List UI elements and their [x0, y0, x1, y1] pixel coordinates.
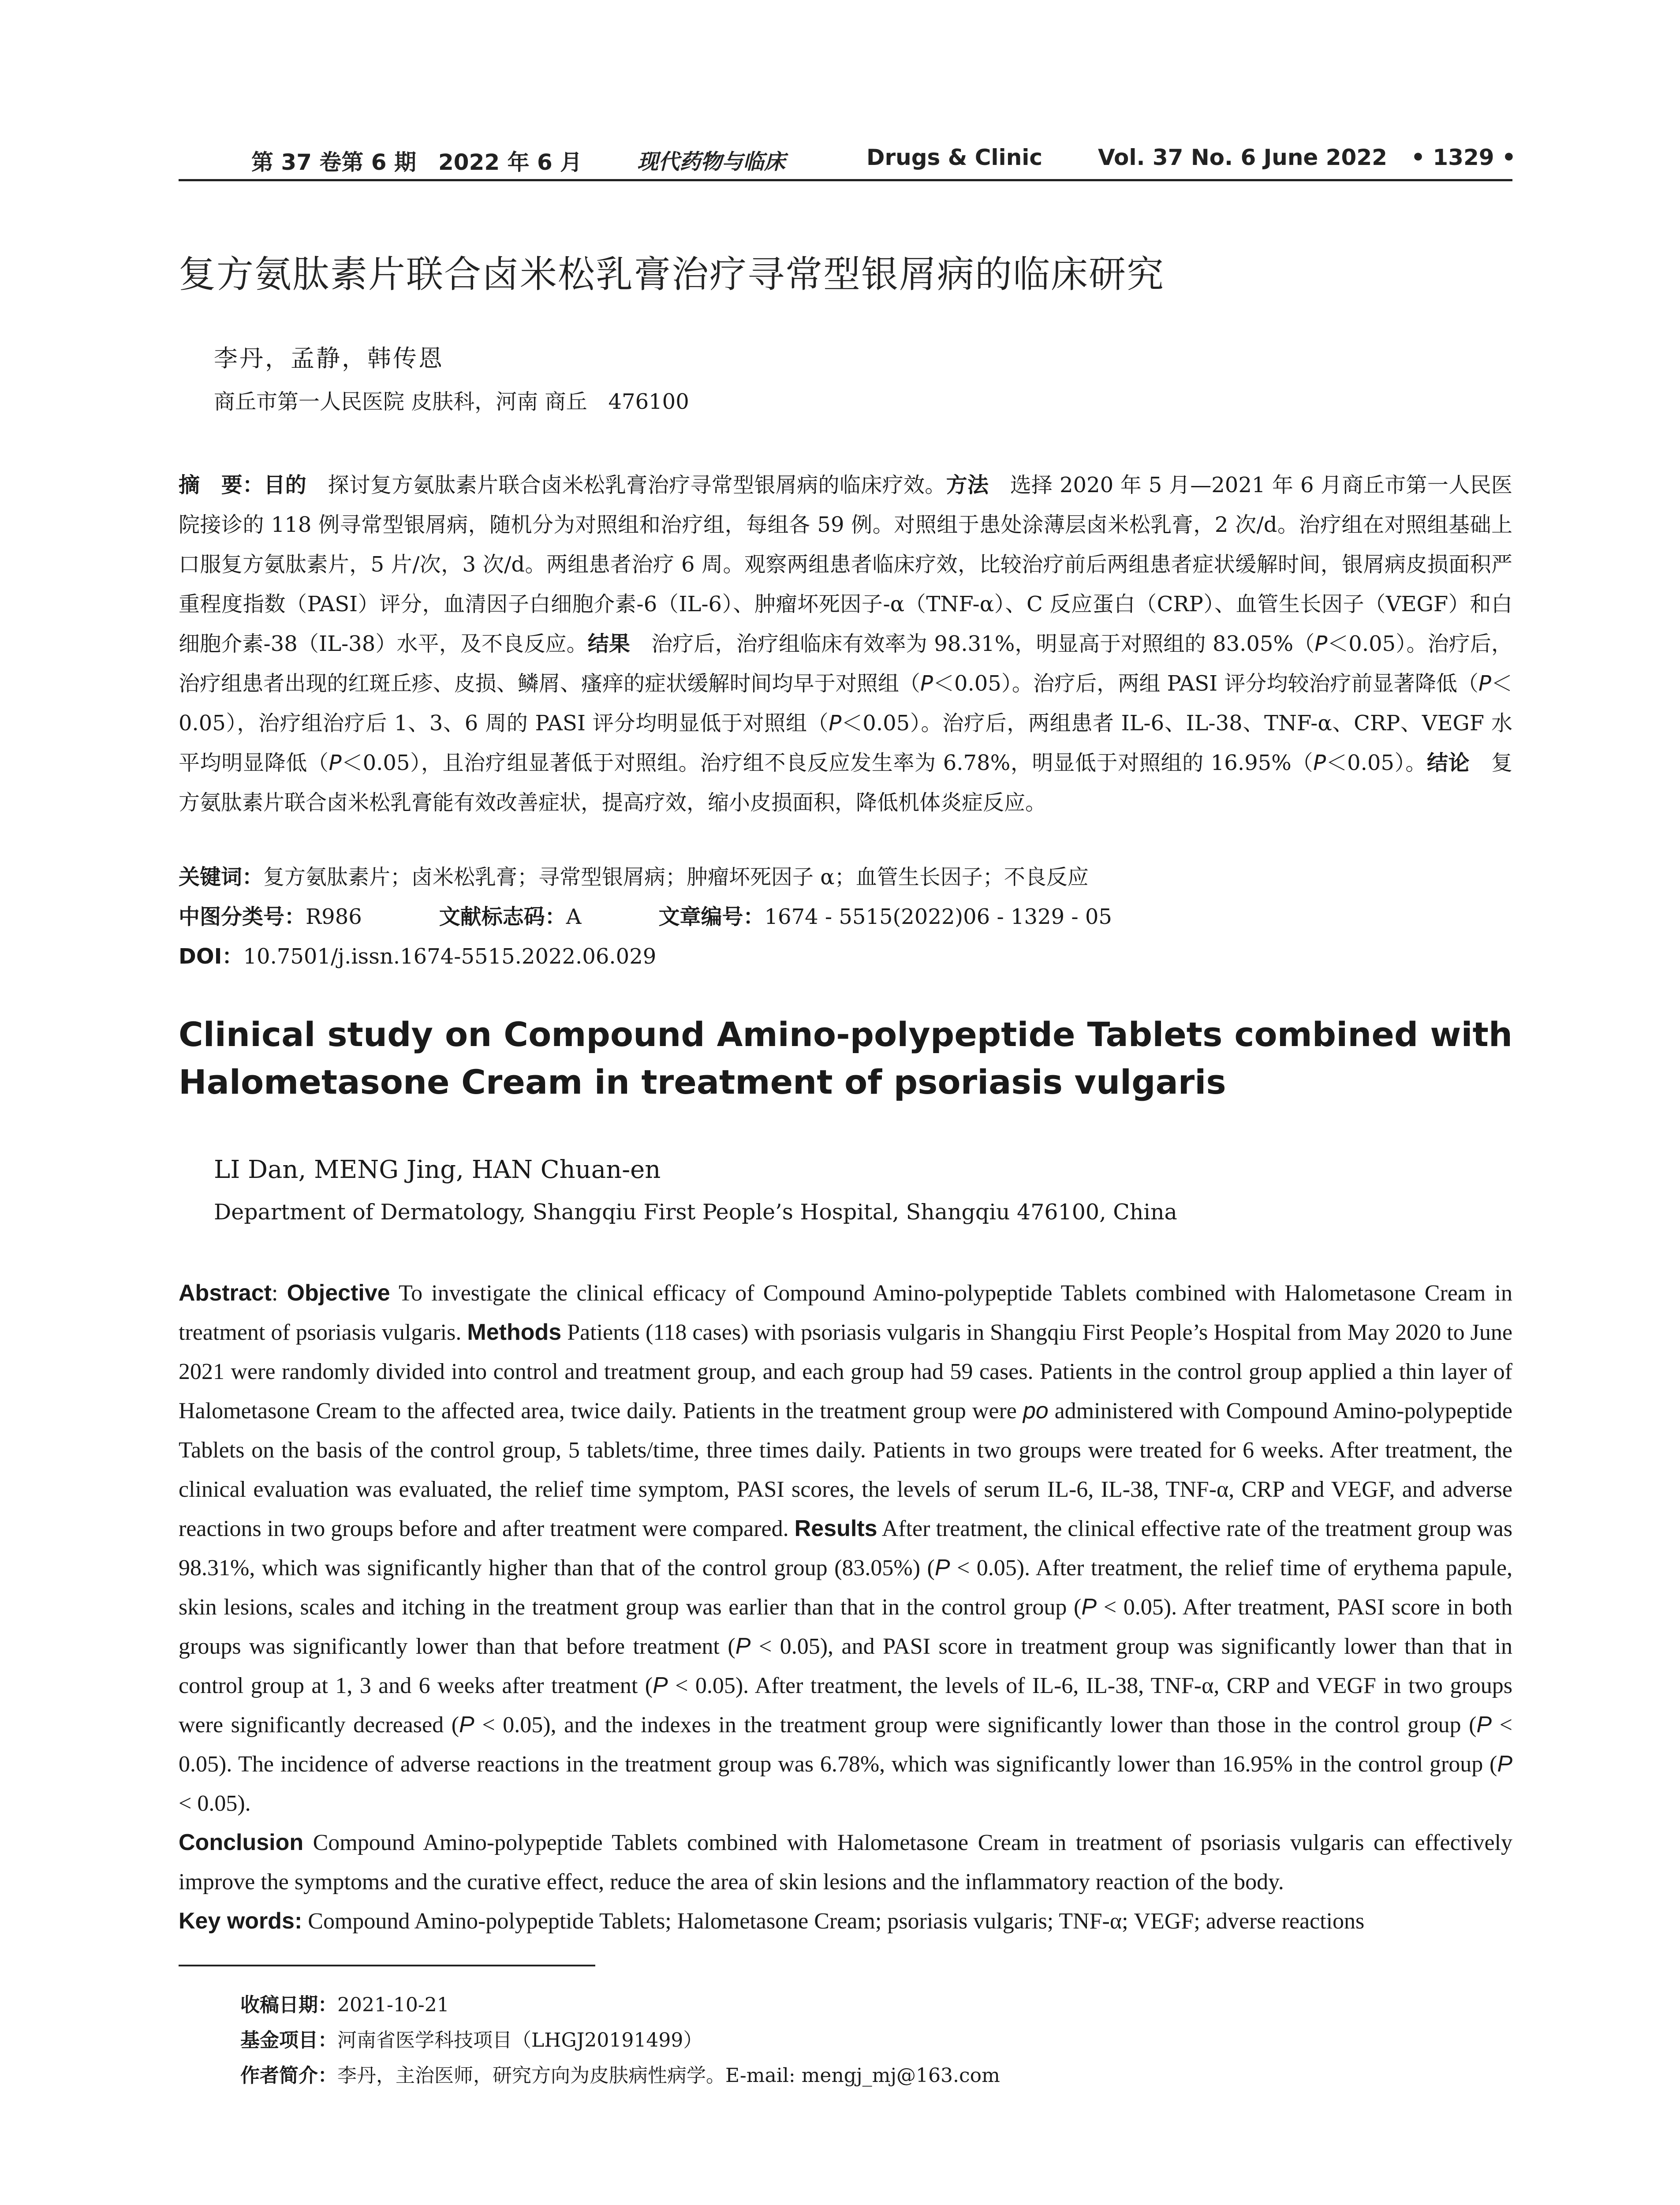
author-bio-value: 李丹，主治医师，研究方向为皮肤病性病学。E-mail: mengj_mj@163.com — [337, 2064, 1000, 2087]
p-value-symbol: P — [1313, 751, 1326, 775]
p-value-symbol: P — [920, 671, 933, 696]
results-text-en: < 0.05). After treatment, PASI score in both groups was significantly lower than that before treatment ( — [179, 1595, 1513, 1659]
p-value-symbol: P — [829, 711, 842, 736]
methods-text-en: Patients (118 cases) with psoriasis vulgaris in Shangqiu First People’s Hospital from May 2020 to June 2021 were randomly divided into control and treatment group, and each group had 59 cases. Patients in the control group applied a thin layer of Halometasone Cream to the affected area, twice daily. Patients in the treatment group were — [179, 1320, 1512, 1424]
volume-info-en: Vol. 37 No. 6 June 2022 — [1098, 145, 1387, 170]
keywords-text-en: Compound Amino-polypeptide Tablets; Halometasone Cream; psoriasis vulgaris; TNF-α; VEGF; adverse reactions — [302, 1909, 1365, 1934]
results-text-cn: ＜0.05）。 — [1326, 751, 1427, 775]
po-abbrev: po — [1023, 1398, 1049, 1424]
p-value-symbol: P — [1314, 632, 1328, 656]
results-label-en: Results — [794, 1516, 877, 1541]
results-text-en: < 0.05). — [179, 1791, 251, 1816]
received-label: 收稿日期： — [240, 1994, 337, 2016]
results-text-en: < 0.05), and the indexes in the treatment group were significantly lower than those in the control group ( — [474, 1712, 1477, 1738]
clc-value: R986 — [306, 904, 362, 929]
results-text-cn: ＜0.05），且治疗组显著低于对照组。治疗组不良反应发生率为 6.78%，明显低于对照组的 16.95%（ — [341, 751, 1314, 775]
affiliation-en: Department of Dermatology, Shangqiu First People’s Hospital, Shangqiu 476100, China — [214, 1200, 1177, 1225]
objective-text-cn: 探讨复方氨肽素片联合卤米松乳膏治疗寻常型银屑病的临床疗效。 — [306, 473, 946, 497]
conclusion-text-en: Compound Amino-polypeptide Tablets combined with Halometasone Cream in treatment of psoriasis vulgaris can effectively improve the symptoms and the curative effect, reduce the area of skin lesions and the inflammatory reaction of the body. — [179, 1830, 1512, 1895]
page-number: • 1329 • — [1411, 145, 1516, 170]
results-label-cn: 结果 — [587, 632, 630, 656]
article-no-label: 文章编号： — [658, 904, 765, 929]
p-value-symbol: P — [1497, 1751, 1512, 1777]
conclusion-label-en: Conclusion — [179, 1830, 304, 1855]
footnote-received — [240, 1989, 449, 2017]
issue-date-cn: 第 37 卷第 6 期 2022 年 6 月 — [251, 149, 582, 175]
results-text-en: < 0.05). After treatment, the relief time of erythema papule, skin lesions, scales and itching in the treatment group was earlier than that in the control group ( — [179, 1555, 1513, 1620]
authors-cn: 李丹，孟静，韩传恩 — [214, 344, 444, 372]
article-no-value: 1674 - 5515(2022)06 - 1329 - 05 — [764, 904, 1112, 929]
doi-line — [179, 939, 656, 970]
article-title-cn: 复方氨肽素片联合卤米松乳膏治疗寻常型银屑病的临床研究 — [179, 253, 1165, 296]
classification-line — [179, 900, 1112, 930]
doi-label: DOI： — [179, 944, 243, 969]
title-line-2: Halometasone Cream in treatment of psoriasis vulgaris — [179, 1062, 1226, 1102]
p-value-symbol: P — [1478, 671, 1491, 696]
p-value-symbol: P — [459, 1712, 474, 1738]
fund-label: 基金项目： — [240, 2029, 337, 2052]
methods-label-en: Methods — [467, 1319, 562, 1345]
p-value-symbol: P — [1081, 1594, 1097, 1620]
footnote-fund — [240, 2024, 702, 2052]
keywords-label-cn: 关键词： — [179, 865, 264, 889]
doc-code-label: 文献标志码： — [439, 904, 566, 929]
keywords-cn — [179, 860, 1089, 890]
keywords-text-cn: 复方氨肽素片；卤米松乳膏；寻常型银屑病；肿瘤坏死因子 α；血管生长因子；不良反应 — [263, 865, 1089, 889]
results-text-cn: ＜0.05）。治疗后，治疗组患者出现的红斑丘疹、皮损、鳞屑、瘙痒的症状缓解时间均早于对照组（ — [179, 632, 1512, 696]
results-text-en: < 0.05). The incidence of adverse reactions in the treatment group was 6.78%, which was significantly lower than 16.95% in the control group ( — [179, 1712, 1513, 1777]
journal-name-en: Drugs & Clinic — [866, 145, 1043, 170]
clc-label: 中图分类号： — [179, 904, 306, 929]
article-title-en — [179, 1011, 1512, 1106]
conclusion-text-cn: 复方氨肽素片联合卤米松乳膏能有效改善症状，提高疗效，缩小皮损面积，降低机体炎症反应。 — [179, 751, 1512, 815]
affiliation-cn: 商丘市第一人民医院 皮肤科，河南 商丘 476100 — [214, 389, 689, 414]
conclusion-label-cn: 结论 — [1426, 751, 1470, 775]
abstract-en — [179, 1274, 1512, 1941]
footnote-divider — [179, 1965, 595, 1966]
title-line-1: Clinical study on Compound Amino-polypeptide Tablets combined with — [179, 1015, 1512, 1054]
methods-text-en: administered with Compound Amino-polypeptide Tablets on the basis of the control group, 5 tablets/time, three times daily. Patients in two groups were treated for 6 weeks. After treatment, the clinical evaluation was evaluated, the relief time symptom, PASI scores, the levels of serum IL-6, IL-38, TNF-α, CRP and VEGF, and adverse reactions in two groups before and after treatment were compared. — [179, 1398, 1512, 1541]
results-text-cn: ＜0.05）。治疗后，两组患者 IL-6、IL-38、TNF-α、CRP、VEGF 水平均明显降低（ — [179, 711, 1512, 775]
results-text-en: After treatment, the clinical effective rate of the treatment group was 98.31%, which was significantly higher than that of the control group (83.05%) ( — [179, 1516, 1513, 1581]
abstract-label-en: Abstract — [179, 1280, 272, 1306]
objective-label-cn: 目的 — [264, 473, 307, 497]
results-text-cn: 治疗后，治疗组临床有效率为 98.31%，明显高于对照组的 83.05%（ — [630, 632, 1315, 656]
footnote-author-bio — [240, 2059, 1000, 2088]
results-text-cn: ＜0.05）。治疗后，两组 PASI 评分均较治疗前显著降低（ — [933, 671, 1479, 696]
keywords-label-en: Key words: — [179, 1908, 302, 1934]
results-text-en: < 0.05). After treatment, the levels of IL-6, IL-38, TNF-α, CRP and VEGF in two groups were significantly decreased ( — [179, 1673, 1512, 1738]
objective-text-en: To investigate the clinical efficacy of Compound Amino-polypeptide Tablets combined with Halometasone Cream in treatment of psoriasis vulgaris. — [179, 1281, 1513, 1345]
objective-label-en: Objective — [287, 1280, 390, 1306]
abstract-colon: : — [271, 1281, 287, 1306]
author-bio-label: 作者简介： — [240, 2064, 337, 2087]
p-value-symbol: P — [329, 751, 342, 775]
abstract-cn — [179, 465, 1512, 822]
journal-name-cn: 现代药物与临床 — [637, 149, 786, 174]
methods-text-cn: 选择 2020 年 5 月—2021 年 6 月商丘市第一人民医院接诊的 118 例寻常型银屑病，随机分为对照组和治疗组，每组各 59 例。对照组于患处涂薄层卤米松乳膏，2 次/d。治疗组在对照组基础上口服复方氨肽素片，5 片/次，3 次/d。两组患者治疗 6 周。观察两组患者临床疗效，比较治疗前后两组患者症状缓解时间，银屑病皮损面积严重程度指数（PASI）评分，血清因子白细胞介素-6（IL-6）、肿瘤坏死因子-α（TNF-α）、C 反应蛋白（CRP）、血管生长因子（VEGF）和白细胞介素-38（IL-38）水平，及不良反应。 — [179, 473, 1512, 656]
fund-value: 河南省医学科技项目（LHGJ20191499） — [337, 2029, 703, 2052]
results-text-en: < 0.05), and PASI score in treatment group was significantly lower than that in control group at 1, 3 and 6 weeks after treatment ( — [179, 1634, 1512, 1698]
p-value-symbol: P — [653, 1673, 668, 1698]
methods-label-cn: 方法 — [946, 473, 989, 497]
abstract-label-cn: 摘 要： — [179, 473, 264, 497]
authors-en: LI Dan, MENG Jing, HAN Chuan-en — [214, 1155, 661, 1184]
p-value-symbol: P — [735, 1633, 751, 1659]
received-value: 2021-10-21 — [337, 1994, 449, 2016]
p-value-symbol: P — [1476, 1712, 1492, 1738]
results-text-cn: ＜0.05），治疗组治疗后 1、3、6 周的 PASI 评分均明显低于对照组（ — [179, 671, 1512, 736]
doc-code-value: A — [566, 904, 582, 929]
p-value-symbol: P — [934, 1555, 950, 1581]
running-header — [179, 137, 1516, 181]
doi-value: 10.7501/j.issn.1674-5515.2022.06.029 — [243, 944, 657, 969]
